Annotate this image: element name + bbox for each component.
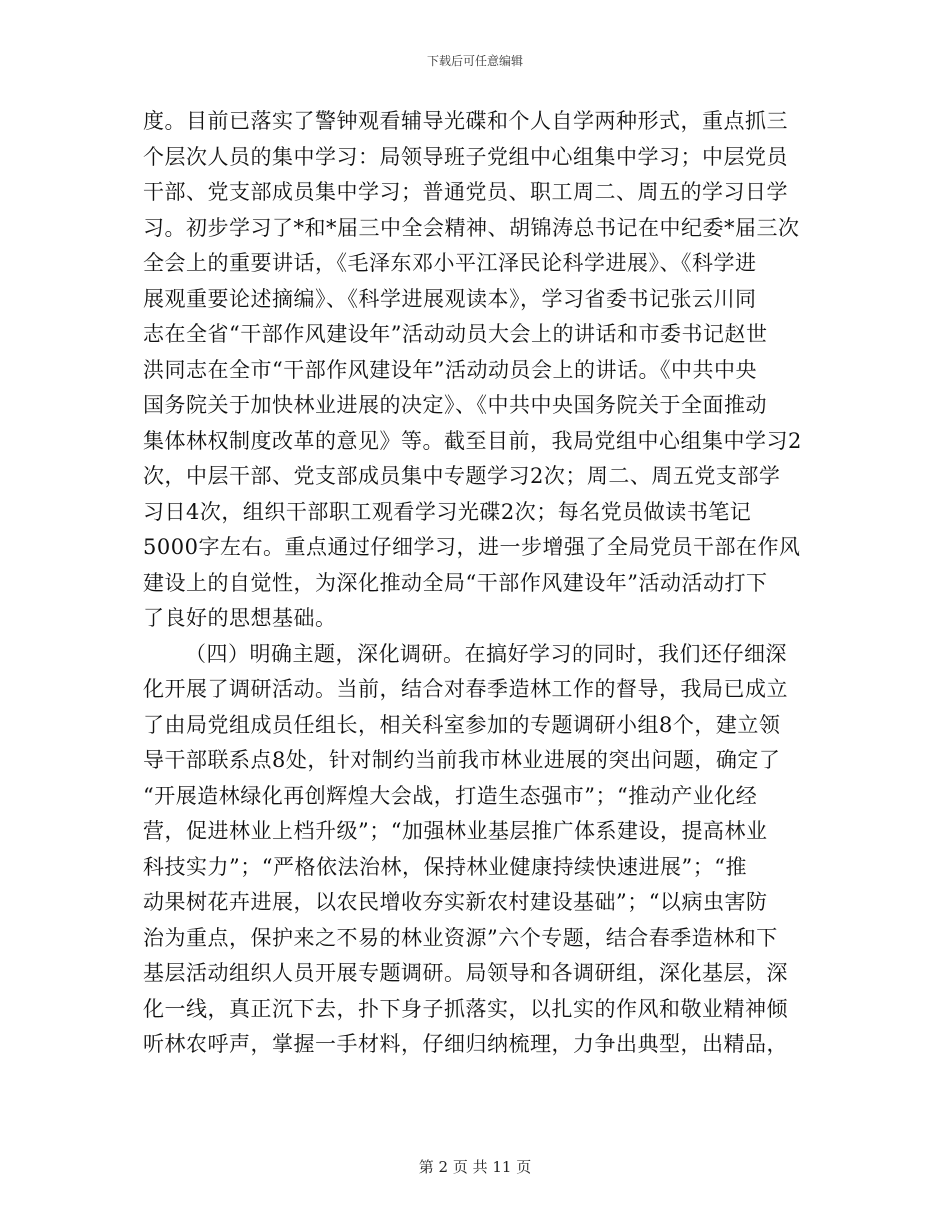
text-line: 动果树花卉进展，以农民增收夯实新农村建设基础”；“以病虫害防 bbox=[143, 890, 768, 914]
text-line: 了良好的思想基础。 bbox=[143, 606, 337, 630]
document-body bbox=[143, 104, 815, 1063]
text-line: 治为重点，保护来之不易的林业资源”六个专题，结合春季造林和下 bbox=[143, 925, 778, 950]
text-line: 干部、党支部成员集中学习；普通党员、职工周二、周五的学习日学 bbox=[143, 180, 788, 204]
text-line: 基层活动组织人员开展专题调研。局领导和各调研组，深化基层，深 bbox=[143, 961, 788, 985]
paragraph-start-line: （四）明确主题，深化调研。在搞好学习的同时，我们还仔细深 bbox=[185, 641, 787, 666]
text-line: 5000字左右。重点通过仔细学习，进一步增强了全局党员干部在作风 bbox=[143, 535, 801, 559]
text-line: 展观重要论述摘编》、《科学进展观读本》，学习省委书记张云川同 bbox=[143, 286, 757, 311]
text-line: 全会上的重要讲话，《毛泽东邓小平江泽民论科学进展》、《科学进 bbox=[143, 251, 757, 275]
page-header: 下载后可任意编辑 bbox=[426, 54, 523, 68]
text-line: 科技实力”；“严格依法治林，保持林业健康持续快速进展”；“推 bbox=[143, 854, 747, 879]
text-line: 习日4次，组织干部职工观看学习光碟2次；每名党员做读书笔记 bbox=[143, 499, 752, 524]
text-line: 了由局党组成员任组长，相关科室参加的专题调研小组8个，建立领 bbox=[143, 712, 781, 737]
text-line: 洪同志在全市“干部作风建设年”活动动员会上的讲话。《中共中央 bbox=[143, 357, 757, 382]
text-line: 建设上的自觉性，为深化推动全局“干部作风建设年”活动活动打下 bbox=[143, 570, 768, 595]
text-line: 集体林权制度改革的意见》等。截至目前，我局党组中心组集中学习2 bbox=[143, 428, 802, 453]
text-line: 习。初步学习了*和*届三中全会精神、胡锦涛总书记在中纪委*届三次 bbox=[143, 215, 800, 240]
text-line: “开展造林绿化再创辉煌大会战，打造生态强市”；“推动产业化经 bbox=[143, 783, 758, 808]
text-line: 度。目前已落实了警钟观看辅导光碟和个人自学两种形式，重点抓三 bbox=[143, 109, 788, 133]
text-line: 化开展了调研活动。当前，结合对春季造林工作的督导，我局已成立 bbox=[143, 677, 788, 701]
page-number-footer: 第 2 页 共 11 页 bbox=[418, 1158, 532, 1176]
text-line: 志在全省“干部作风建设年”活动动员大会上的讲话和市委书记赵世 bbox=[143, 322, 768, 346]
text-line: 次，中层干部、党支部成员集中专题学习2次；周二、周五党支部学 bbox=[143, 464, 781, 488]
text-line: 个层次人员的集中学习：局领导班子党组中心组集中学习；中层党员 bbox=[143, 144, 788, 169]
text-line: 听林农呼声，掌握一手材料，仔细归纳梳理，力争出典型，出精品， bbox=[143, 1032, 788, 1056]
text-line: 导干部联系点8处，针对制约当前我市林业进展的突出问题，确定了 bbox=[143, 748, 781, 772]
text-line: 营，促进林业上档升级”；“加强林业基层推广体系建设，提高林业 bbox=[143, 819, 768, 843]
text-line: 化一线，真正沉下去，扑下身子抓落实，以扎实的作风和敬业精神倾 bbox=[143, 996, 788, 1021]
text-line: 国务院关于加快林业进展的决定》、《中共中央国务院关于全面推动 bbox=[143, 393, 767, 417]
